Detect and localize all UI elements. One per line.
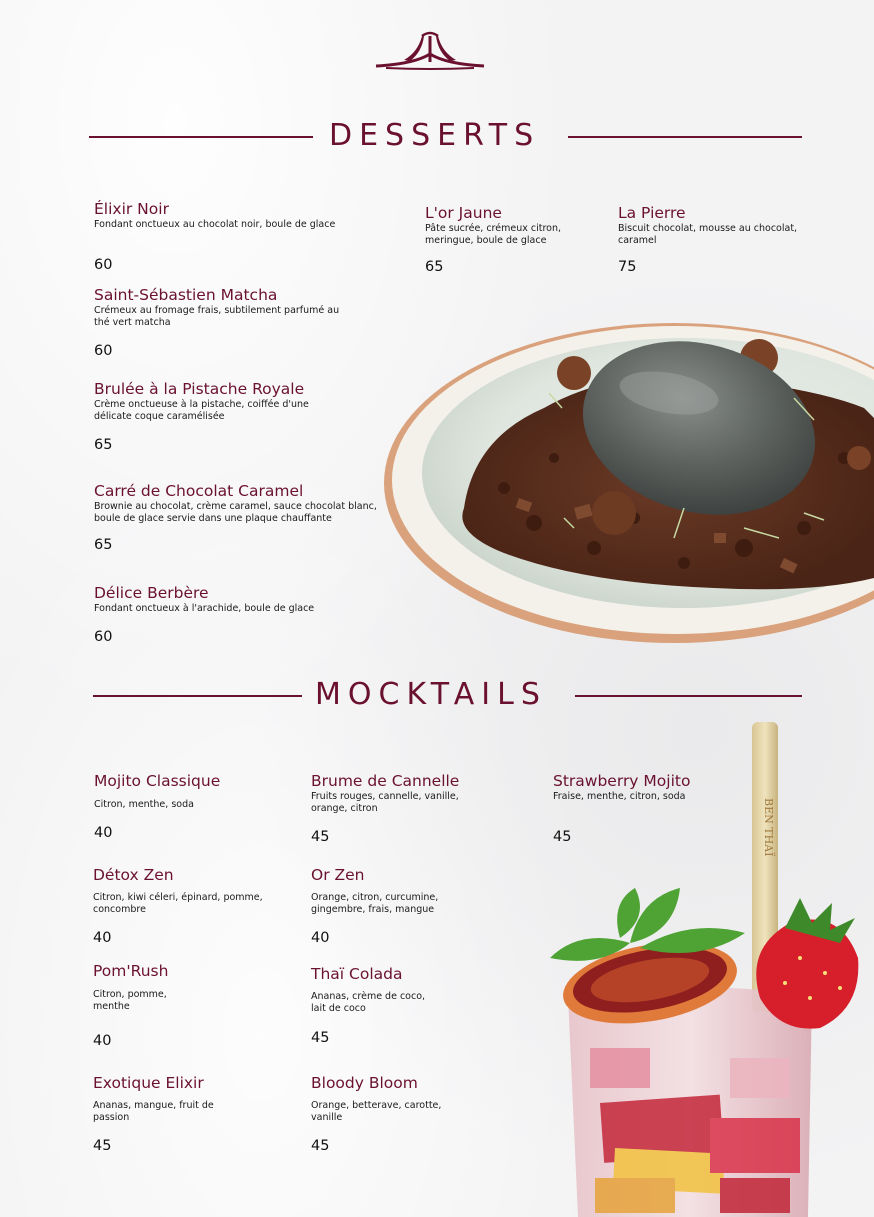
menu-item [425, 204, 595, 282]
straw-brand-text: BEN THAÏ [762, 798, 775, 857]
item-name: Élixir Noir [94, 200, 169, 218]
section-title-mocktails: MOCKTAILS [315, 677, 547, 712]
item-description: Crémeux au fromage frais, subtilement parfumé au thé vert matcha [94, 305, 340, 328]
menu-item [311, 1074, 491, 1158]
item-price: 45 [93, 1138, 112, 1154]
item-name: Détox Zen [93, 866, 174, 884]
item-description: Fondant onctueux à l'arachide, boule de glace [94, 603, 315, 614]
item-name: Thaï Colada [311, 965, 403, 983]
menu-item [94, 200, 344, 278]
item-name: Brulée à la Pistache Royale [94, 380, 305, 398]
menu-item [94, 482, 384, 560]
logo-icon [374, 30, 486, 72]
item-price: 65 [425, 259, 444, 275]
item-description: Pâte sucrée, crémeux citron, meringue, boule de glace [425, 223, 561, 246]
menu-item [311, 866, 491, 948]
item-name: Brume de Cannelle [311, 772, 460, 790]
item-price: 65 [94, 537, 113, 553]
menu-item [93, 1074, 273, 1158]
menu-item [93, 962, 273, 1050]
item-description: Fondant onctueux au chocolat noir, boule de glace [94, 219, 336, 230]
menu-item [94, 286, 354, 364]
item-price: 40 [93, 930, 112, 946]
section-title-desserts: DESSERTS [329, 118, 541, 153]
menu-item [94, 380, 339, 458]
item-name: Délice Berbère [94, 584, 209, 602]
menu-item [311, 965, 491, 1049]
item-price: 45 [553, 829, 572, 845]
item-name: L'or Jaune [425, 204, 502, 222]
item-description: Ananas, mangue, fruit de passion [93, 1100, 214, 1123]
dessert-plate-image [384, 308, 874, 648]
item-name: La Pierre [618, 204, 686, 222]
item-description: Fraise, menthe, citron, soda [553, 791, 686, 802]
item-price: 45 [311, 1138, 330, 1154]
item-price: 40 [93, 1033, 112, 1049]
item-description: Citron, pomme, menthe [93, 989, 167, 1012]
item-price: 40 [94, 825, 113, 841]
item-name: Exotique Elixir [93, 1074, 204, 1092]
item-name: Or Zen [311, 866, 365, 884]
item-name: Pom'Rush [93, 962, 169, 980]
item-description: Citron, menthe, soda [94, 799, 194, 810]
item-price: 45 [311, 829, 330, 845]
divider-line [93, 695, 302, 697]
item-description: Ananas, crème de coco, lait de coco [311, 991, 426, 1014]
menu-item [93, 866, 273, 948]
item-description: Biscuit chocolat, mousse au chocolat, caramel [618, 223, 798, 246]
item-price: 75 [618, 259, 637, 275]
divider-line [575, 695, 802, 697]
item-price: 40 [311, 930, 330, 946]
item-name: Bloody Bloom [311, 1074, 418, 1092]
item-name: Saint-Sébastien Matcha [94, 286, 278, 304]
menu-item [311, 772, 491, 848]
item-price: 60 [94, 257, 113, 273]
menu-item [618, 204, 818, 282]
item-name: Mojito Classique [94, 772, 221, 790]
item-price: 60 [94, 343, 113, 359]
item-description: Orange, citron, curcumine, gingembre, frais, mangue [311, 892, 439, 915]
item-description: Orange, betterave, carotte, vanille [311, 1100, 442, 1123]
item-price: 65 [94, 437, 113, 453]
item-description: Fruits rouges, cannelle, vanille, orange, citron [311, 791, 459, 814]
divider-line [568, 136, 802, 138]
item-description: Citron, kiwi céleri, épinard, pomme, concombre [93, 892, 263, 915]
item-name: Carré de Chocolat Caramel [94, 482, 304, 500]
menu-item [94, 584, 354, 654]
item-name: Strawberry Mojito [553, 772, 691, 790]
menu-item [94, 772, 294, 844]
mocktail-glass-image [540, 718, 874, 1217]
item-description: Crème onctueuse à la pistache, coiffée d'une délicate coque caramélisée [94, 399, 309, 422]
divider-line [89, 136, 313, 138]
item-price: 45 [311, 1030, 330, 1046]
item-price: 60 [94, 629, 113, 645]
item-description: Brownie au chocolat, crème caramel, sauce chocolat blanc, boule de glace servie dans une plaque chauffante [94, 501, 377, 524]
